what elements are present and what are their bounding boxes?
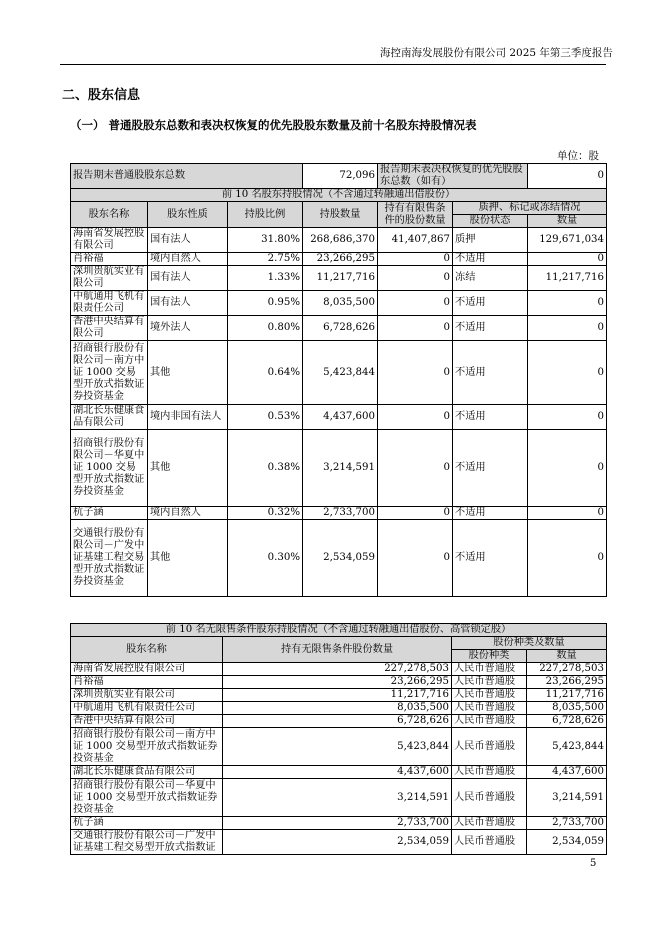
cell-type: 人民币普通股	[452, 676, 527, 689]
cell-qty: 227,278,503	[223, 663, 452, 676]
cell-nature: 国有法人	[148, 228, 228, 253]
cell-amount: 0	[528, 520, 607, 597]
cell-qty: 11,217,716	[303, 266, 378, 291]
unrestricted-title: 前 10 名无限售条件股东持股情况（不含通过转融通出借股份、高管锁定股）	[71, 624, 607, 637]
cell-status: 不适用	[453, 253, 528, 266]
cell-ratio: 31.80%	[228, 228, 303, 253]
cell-qty: 2,534,059	[303, 520, 378, 597]
cell-ratio: 0.80%	[228, 316, 303, 341]
cell-name: 湖北长乐健康食品有限公司	[71, 405, 148, 430]
cell-status: 冻结	[453, 266, 528, 291]
col-header-amount: 数量	[527, 650, 607, 663]
cell-nature: 其他	[148, 341, 228, 405]
cell-nature: 境外法人	[148, 316, 228, 341]
cell-restricted: 0	[378, 430, 453, 507]
cell-nature: 境内自然人	[148, 253, 228, 266]
table-row	[71, 405, 607, 430]
cell-restricted: 41,407,867	[378, 228, 453, 253]
unit-label: 单位：股	[557, 150, 599, 162]
cell-qty: 2,534,059	[223, 830, 452, 855]
table-row	[71, 430, 607, 507]
cell-name: 海南省发展控股有限公司	[71, 663, 223, 676]
cell-ratio: 1.33%	[228, 266, 303, 291]
subsection-title: （一） 普通股股东总数和表决权恢复的优先股股东数量及前十名股东持股情况表	[70, 118, 477, 132]
cell-name: 肖裕福	[71, 676, 223, 689]
cell-ratio: 2.75%	[228, 253, 303, 266]
col-header-qty: 持股数量	[303, 202, 378, 228]
cell-type: 人民币普通股	[452, 766, 527, 779]
cell-nature: 其他	[148, 520, 228, 597]
cell-name: 杭子涵	[71, 817, 223, 830]
col-header-amount: 数量	[528, 215, 607, 228]
cell-qty: 5,423,844	[223, 728, 452, 766]
report-header: 海控南海发展股份有限公司 2025 年第三季度报告	[380, 47, 613, 59]
cell-restricted: 0	[378, 266, 453, 291]
cell-nature: 境内非国有法人	[148, 405, 228, 430]
col-header-type-group: 股份种类及数量	[452, 637, 607, 650]
cell-qty: 23,266,295	[303, 253, 378, 266]
cell-amount: 2,733,700	[527, 817, 607, 830]
cell-restricted: 0	[378, 341, 453, 405]
col-header-name: 股东名称	[71, 637, 223, 663]
table-row	[71, 817, 607, 830]
cell-amount: 4,437,600	[527, 766, 607, 779]
col-header-type: 股份种类	[452, 650, 527, 663]
cell-amount: 0	[528, 405, 607, 430]
cell-type: 人民币普通股	[452, 689, 527, 702]
cell-name: 深圳贵航实业有限公司	[71, 266, 148, 291]
cell-amount: 6,728,626	[527, 715, 607, 728]
cell-name: 招商银行股份有限公司－南方中证 1000 交易型开放式指数证券投资基金	[71, 341, 148, 405]
section-title: 二、股东信息	[62, 88, 141, 103]
col-header-pledge-group: 质押、标记或冻结情况	[453, 202, 607, 215]
cell-amount: 11,217,716	[528, 266, 607, 291]
table-row	[71, 507, 607, 520]
cell-qty: 2,733,700	[223, 817, 452, 830]
cell-type: 人民币普通股	[452, 830, 527, 855]
cell-status: 不适用	[453, 430, 528, 507]
cell-nature: 国有法人	[148, 291, 228, 316]
table-row	[71, 702, 607, 715]
cell-name: 招商银行股份有限公司－华夏中证 1000 交易型开放式指数证券投资基金	[71, 779, 223, 817]
cell-ratio: 0.64%	[228, 341, 303, 405]
cell-name: 中航通用飞机有限责任公司	[71, 702, 223, 715]
cell-status: 不适用	[453, 316, 528, 341]
cell-qty: 8,035,500	[303, 291, 378, 316]
cell-name: 湖北长乐健康食品有限公司	[71, 766, 223, 779]
cell-ratio: 0.30%	[228, 520, 303, 597]
cell-amount: 227,278,503	[527, 663, 607, 676]
cell-type: 人民币普通股	[452, 702, 527, 715]
cell-status: 不适用	[453, 520, 528, 597]
cell-restricted: 0	[378, 316, 453, 341]
cell-name: 肖裕福	[71, 253, 148, 266]
cell-amount: 5,423,844	[527, 728, 607, 766]
top10-shareholders-table	[70, 163, 607, 597]
cell-qty: 6,728,626	[303, 316, 378, 341]
cell-ratio: 0.38%	[228, 430, 303, 507]
table-row	[71, 341, 607, 405]
table-row	[71, 830, 607, 855]
cell-name: 香港中央结算有限公司	[71, 715, 223, 728]
cell-amount: 0	[528, 253, 607, 266]
col-header-status: 股份状态	[453, 215, 528, 228]
cell-amount: 23,266,295	[527, 676, 607, 689]
cell-status: 不适用	[453, 341, 528, 405]
cell-nature: 国有法人	[148, 266, 228, 291]
col-header-ratio: 持股比例	[228, 202, 303, 228]
table-row	[71, 689, 607, 702]
cell-qty: 23,266,295	[223, 676, 452, 689]
cell-name: 海南省发展控股有限公司	[71, 228, 148, 253]
cell-name: 招商银行股份有限公司－华夏中证 1000 交易型开放式指数证券投资基金	[71, 430, 148, 507]
total-holders-value: 72,096	[303, 164, 378, 189]
cell-name: 交通银行股份有限公司－广发中证基建工程交易型开放式指数证	[71, 830, 223, 855]
cell-qty: 3,214,591	[223, 779, 452, 817]
cell-amount: 0	[528, 507, 607, 520]
header-rule	[60, 64, 606, 65]
table-row	[71, 291, 607, 316]
cell-ratio: 0.95%	[228, 291, 303, 316]
cell-type: 人民币普通股	[452, 715, 527, 728]
cell-amount: 8,035,500	[527, 702, 607, 715]
cell-restricted: 0	[378, 507, 453, 520]
table-row	[71, 766, 607, 779]
cell-name: 交通银行股份有限公司－广发中证基建工程交易型开放式指数证券投资基金	[71, 520, 148, 597]
top10-title: 前 10 名股东持股情况（不含通过转融通出借股份）	[71, 189, 607, 202]
table-row	[71, 520, 607, 597]
table-row	[71, 266, 607, 291]
cell-qty: 6,728,626	[223, 715, 452, 728]
table-row	[71, 715, 607, 728]
cell-nature: 境内自然人	[148, 507, 228, 520]
cell-qty: 3,214,591	[303, 430, 378, 507]
cell-qty: 268,686,370	[303, 228, 378, 253]
col-header-unrestricted-qty: 持有无限售条件股份数量	[223, 637, 452, 663]
cell-amount: 129,671,034	[528, 228, 607, 253]
cell-qty: 11,217,716	[223, 689, 452, 702]
cell-name: 香港中央结算有限公司	[71, 316, 148, 341]
cell-amount: 3,214,591	[527, 779, 607, 817]
cell-status: 质押	[453, 228, 528, 253]
cell-type: 人民币普通股	[452, 728, 527, 766]
table-row	[71, 663, 607, 676]
cell-type: 人民币普通股	[452, 817, 527, 830]
cell-amount: 0	[528, 430, 607, 507]
cell-status: 不适用	[453, 291, 528, 316]
cell-name: 中航通用飞机有限责任公司	[71, 291, 148, 316]
total-holders-label: 报告期末普通股股东总数	[71, 164, 303, 189]
pref-holders-value: 0	[528, 164, 607, 189]
table-row	[71, 228, 607, 253]
cell-nature: 其他	[148, 430, 228, 507]
cell-qty: 5,423,844	[303, 341, 378, 405]
table-row	[71, 676, 607, 689]
table-row	[71, 728, 607, 766]
cell-type: 人民币普通股	[452, 663, 527, 676]
cell-restricted: 0	[378, 405, 453, 430]
cell-ratio: 0.53%	[228, 405, 303, 430]
cell-qty: 2,733,700	[303, 507, 378, 520]
cell-status: 不适用	[453, 405, 528, 430]
cell-amount: 0	[528, 316, 607, 341]
table-row	[71, 779, 607, 817]
cell-name: 招商银行股份有限公司－南方中证 1000 交易型开放式指数证券投资基金	[71, 728, 223, 766]
cell-amount: 2,534,059	[527, 830, 607, 855]
pref-holders-label: 报告期末表决权恢复的优先股股东总数（如有）	[378, 164, 528, 189]
cell-amount: 0	[528, 341, 607, 405]
col-header-restricted: 持有有限售条件的股份数量	[378, 202, 453, 228]
col-header-nature: 股东性质	[148, 202, 228, 228]
cell-amount: 11,217,716	[527, 689, 607, 702]
cell-type: 人民币普通股	[452, 779, 527, 817]
table-row	[71, 316, 607, 341]
col-header-name: 股东名称	[71, 202, 148, 228]
cell-qty: 8,035,500	[223, 702, 452, 715]
unrestricted-shareholders-table	[70, 623, 607, 855]
cell-restricted: 0	[378, 253, 453, 266]
cell-status: 不适用	[453, 507, 528, 520]
cell-amount: 0	[528, 291, 607, 316]
cell-qty: 4,437,600	[303, 405, 378, 430]
cell-name: 杭子涵	[71, 507, 148, 520]
cell-name: 深圳贵航实业有限公司	[71, 689, 223, 702]
page-number: 5	[590, 858, 597, 869]
cell-restricted: 0	[378, 291, 453, 316]
table-row	[71, 253, 607, 266]
cell-qty: 4,437,600	[223, 766, 452, 779]
cell-restricted: 0	[378, 520, 453, 597]
summary-row	[71, 164, 607, 189]
cell-ratio: 0.32%	[228, 507, 303, 520]
